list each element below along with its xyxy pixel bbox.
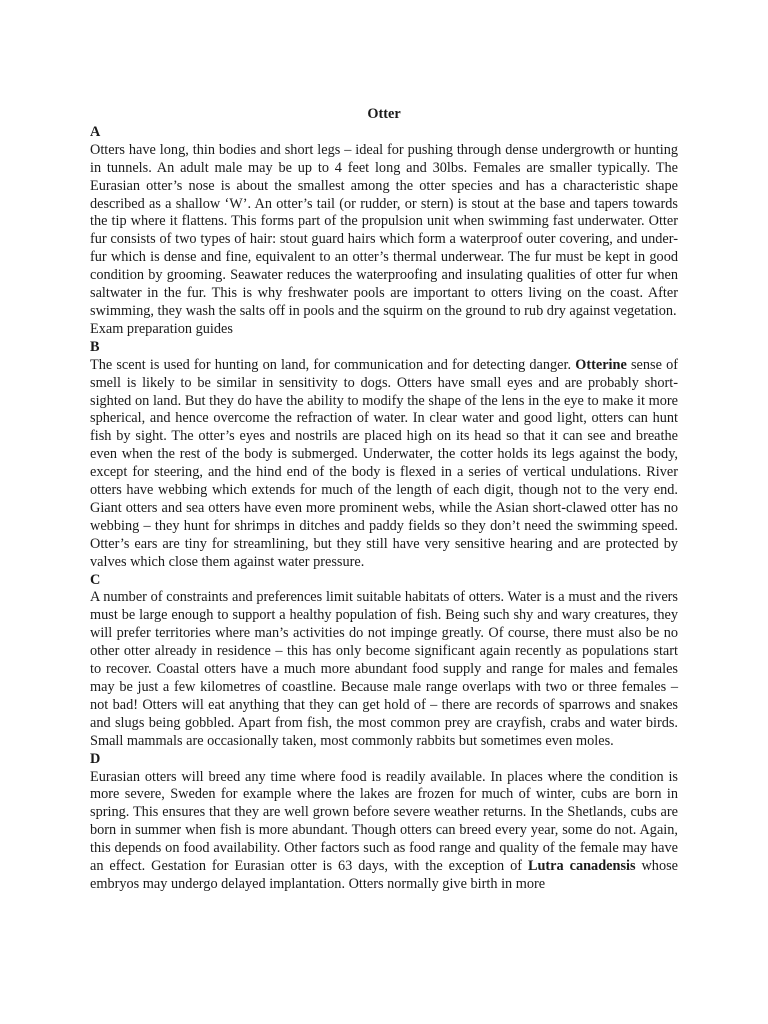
section-b-bold-term: Otterine bbox=[575, 356, 627, 373]
section-c-letter: C bbox=[90, 571, 101, 588]
document-title: Otter bbox=[367, 106, 401, 122]
section-d-bold-term: Lutra canadensis bbox=[527, 858, 636, 875]
section-c-paragraph: A number of constraints and preferences limit suitable habitats of otters. Water is a must and the rivers must be large enough to support a healthy population of fish. Being such shy and wary creatures, they will prefer territories where man’s activities do not impinge greatly. Of course, there must also be no other otter already in residence – this has only become significant again recently as populations start to recover. Coastal otters have a much more abundant food supply and range for males and females may be just a few kilometres of coastline. Because male range overlaps with two or three females – not bad! Otters will eat anything that they can get hold of – there are records of sparrows and snakes and slugs being gobbled. Apart from fish, the most common prey are crayfish, crabs and water birds. Small mammals are occasionally taken, most commonly rabbits but sometimes even moles. bbox=[90, 589, 678, 749]
section-d-text-1: Eurasian otters will breed any time where food is readily available. In places where the condition is more severe, Sweden for example where the lakes are frozen for much of winter, cubs are born in spring. This ensures that they are well grown before severe weather returns. In the Shetlands, cubs are born in summer when fish is more abundant. Though otters can breed every year, some do not. Again, this depends on food availability. Other factors such as food range and quality of the female may have an effect. Gestation for Eurasian otter is 63 days, with the exception of bbox=[90, 768, 678, 875]
section-a-paragraph: Otters have long, thin bodies and short legs – ideal for pushing through dense undergrowth or hunting in tunnels. An adult male may be up to 4 feet long and 30lbs. Females are smaller typically. The Eurasian otter’s nose is about the smallest among the otter species and has a characteristic shape described as a shallow ‘W’. An otter’s tail (or rudder, or stern) is stout at the base and tapers towards the tip where it flattens. This forms part of the propulsion unit when swimming fast underwater. Otter fur consists of two types of hair: stout guard hairs which form a waterproof outer covering, and under-fur which is dense and fine, equivalent to an otter’s thermal underwear. The fur must be kept in good condition by grooming. Seawater reduces the waterproofing and insulating qualities of otter fur when saltwater in the fur. This is why freshwater pools are important to otters living on the coast. After swimming, they wash the salts off in pools and the squirm on the ground to rub dry against vegetation. bbox=[90, 141, 678, 319]
document-page bbox=[90, 106, 678, 894]
section-b-letter: B bbox=[90, 338, 100, 355]
section-a-letter: A bbox=[90, 123, 101, 140]
section-b-text-1: The scent is used for hunting on land, for communication and for detecting danger. bbox=[90, 356, 576, 373]
section-d-letter: D bbox=[90, 750, 101, 767]
exam-guides-label: Exam preparation guides bbox=[90, 320, 233, 337]
section-d-text-2: whose embryos may undergo delayed implantation. Otters normally give birth in more bbox=[90, 858, 678, 892]
section-d-paragraph bbox=[90, 769, 678, 894]
section-b-paragraph bbox=[90, 357, 678, 572]
section-b-text-2: sense of smell is likely to be similar in sensitivity to dogs. Otters have small eyes and are probably short-sighted on land. But they do have the ability to modify the shape of the lens in the eye to make it more spherical, and hence overcome the refraction of water. In clear water and good light, otters can hunt fish by sight. The otter’s eyes and nostrils are placed high on its head so that it can see and breathe even when the rest of the body is submerged. Underwater, the cotter holds its legs against the body, except for steering, and the hind end of the body is flexed in a series of vertical undulations. River otters have webbing which extends for much of the length of each digit, though not to the very end. Giant otters and sea otters have even more prominent webs, while the Asian short-clawed otter has no webbing – they hunt for shrimps in ditches and paddy fields so they don’t need the swimming speed. Otter’s ears are tiny for streamlining, but they still have very sensitive hearing and are protected by valves which close them against water pressure. bbox=[90, 356, 678, 570]
